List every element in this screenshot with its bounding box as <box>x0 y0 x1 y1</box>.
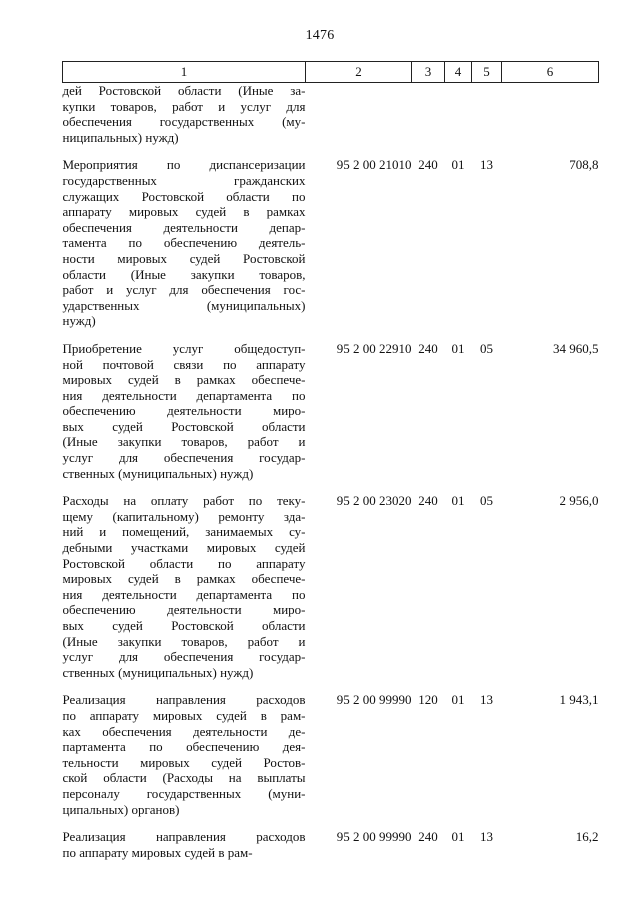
expense-type-code <box>412 83 445 146</box>
description-line: услуг для обеспечения государ- <box>62 450 306 466</box>
row-spacer <box>63 481 599 493</box>
description-line: Мероприятия по диспансеризации <box>62 157 306 173</box>
expense-type-code: 240 <box>418 157 438 173</box>
row-spacer-cell <box>63 680 599 692</box>
page-number: 1476 <box>305 28 335 43</box>
row-description <box>63 83 306 146</box>
section-code: 01 <box>451 157 465 173</box>
expense-type-code: 240 <box>418 829 438 845</box>
description-line: по аппарату мировых судей в рам- <box>62 844 253 860</box>
row-spacer <box>63 329 599 341</box>
description-line: ния деятельности департамента по <box>62 387 306 403</box>
row-spacer <box>63 817 599 829</box>
table-row <box>63 493 599 680</box>
table-row <box>63 692 599 817</box>
description-line: ственных (муниципальных) нужд) <box>62 664 254 680</box>
column-header-3: 3 <box>412 62 445 83</box>
description-line: (Иные закупки товаров, работ и <box>62 434 306 450</box>
description-line: ципальных) органов) <box>62 801 180 817</box>
description-line: обеспечению деятельности миро- <box>62 602 306 618</box>
subsection-code: 13 <box>480 157 493 173</box>
description-line: работ и услуг для обеспечения гос- <box>62 282 306 298</box>
row-spacer <box>63 145 599 157</box>
section-code: 01 <box>451 340 465 356</box>
amount-value: 1 943,1 <box>559 692 599 708</box>
description-line: Расходы на оплату работ по теку- <box>62 493 306 509</box>
amount-value: 2 956,0 <box>559 493 599 509</box>
description-line: партамента по обеспечению дея- <box>62 739 306 755</box>
budget-classification-code: 95 2 00 23020 <box>336 493 412 509</box>
section-code: 01 <box>451 829 465 845</box>
description-line: персоналу государственных (муни- <box>62 785 306 801</box>
column-header-2: 2 <box>306 62 412 83</box>
description-line: купки товаров, работ и услуг для <box>62 98 306 114</box>
table-body <box>63 83 599 861</box>
description-line: ках обеспечения деятельности де- <box>62 723 306 739</box>
column-header-5: 5 <box>472 62 502 83</box>
row-spacer-cell <box>63 145 599 157</box>
description-line: Приобретение услуг общедоступ- <box>62 340 306 356</box>
description-line: Ростовской области по аппарату <box>62 555 306 571</box>
description-line: ударственных (муниципальных) <box>62 297 306 313</box>
description-line: обеспечения деятельности депар- <box>62 219 306 235</box>
description-line: государственных гражданских <box>62 172 306 188</box>
description-line: ной почтовой связи по аппарату <box>62 356 306 372</box>
budget-classification-code: 95 2 00 22910 <box>336 340 412 356</box>
description-line: по аппарату мировых судей в рам- <box>62 707 306 723</box>
table-header-row <box>63 62 599 83</box>
row-description <box>63 829 306 860</box>
description-line: мировых судей в рамках обеспече- <box>62 372 306 388</box>
description-line: тамента по обеспечению деятель- <box>62 235 306 251</box>
table-row <box>63 829 599 860</box>
description-line: мировых судей в рамках обеспече- <box>62 571 306 587</box>
row-description <box>63 493 306 680</box>
description-line: обеспечению деятельности миро- <box>62 403 306 419</box>
column-header-1: 1 <box>63 62 306 83</box>
row-spacer <box>63 680 599 692</box>
description-line: вых судей Ростовской области <box>62 618 306 633</box>
description-line: услуг для обеспечения государ- <box>62 649 306 665</box>
expense-type-code: 240 <box>418 340 438 356</box>
column-header-4: 4 <box>445 62 472 83</box>
description-line: ний и помещений, занимаемых су- <box>62 524 306 540</box>
amount-value: 34 960,5 <box>553 340 599 356</box>
description-line: тельности мировых судей Ростов- <box>62 754 306 770</box>
row-spacer-cell <box>63 481 599 493</box>
subsection-code: 05 <box>480 340 493 356</box>
description-line: ственных (муниципальных) нужд) <box>62 465 254 481</box>
subsection-code <box>472 83 502 146</box>
section-code <box>445 83 472 146</box>
budget-classification-code: 95 2 00 99990 <box>336 829 412 845</box>
description-line: дей Ростовской области (Иные за- <box>62 83 306 98</box>
description-line: области (Иные закупки товаров, <box>62 266 306 282</box>
description-line: служащих Ростовской области по <box>62 188 306 204</box>
description-line: Реализация направления расходов <box>62 692 306 708</box>
description-line: нужд) <box>62 313 96 329</box>
description-line: аппарату мировых судей в рамках <box>62 204 306 220</box>
description-line: ской области (Расходы на выплаты <box>62 770 306 786</box>
amount-value: 708,8 <box>569 157 599 173</box>
description-line: ности мировых судей Ростовской <box>62 250 306 266</box>
description-line: обеспечения государственных (му- <box>62 114 306 130</box>
subsection-code: 05 <box>480 493 493 509</box>
budget-classification-code <box>306 83 412 146</box>
expense-type-code: 120 <box>418 692 438 708</box>
table-row <box>63 341 599 481</box>
row-spacer-cell <box>63 329 599 341</box>
table-row <box>63 83 599 146</box>
expense-type-code: 240 <box>418 493 438 509</box>
budget-table <box>62 61 599 860</box>
amount-value: 16,2 <box>575 829 599 845</box>
row-description <box>63 692 306 817</box>
section-code: 01 <box>451 692 465 708</box>
description-line: (Иные закупки товаров, работ и <box>62 633 306 649</box>
budget-classification-code: 95 2 00 21010 <box>336 157 412 173</box>
description-line: Реализация направления расходов <box>62 829 306 845</box>
section-code: 01 <box>451 493 465 509</box>
row-description <box>63 157 306 329</box>
row-spacer-cell <box>63 817 599 829</box>
description-line: ниципальных) нужд) <box>62 129 179 145</box>
budget-classification-code: 95 2 00 99990 <box>336 692 412 708</box>
subsection-code: 13 <box>480 829 493 845</box>
row-description <box>63 341 306 481</box>
description-line: вых судей Ростовской области <box>62 418 306 434</box>
description-line: ния деятельности департамента по <box>62 586 306 602</box>
column-header-6: 6 <box>502 62 599 83</box>
amount-value <box>502 83 599 146</box>
table-row <box>63 157 599 329</box>
subsection-code: 13 <box>480 692 493 708</box>
description-line: щему (капитальному) ремонту зда- <box>62 508 306 524</box>
description-line: дебными участками мировых судей <box>62 540 306 556</box>
